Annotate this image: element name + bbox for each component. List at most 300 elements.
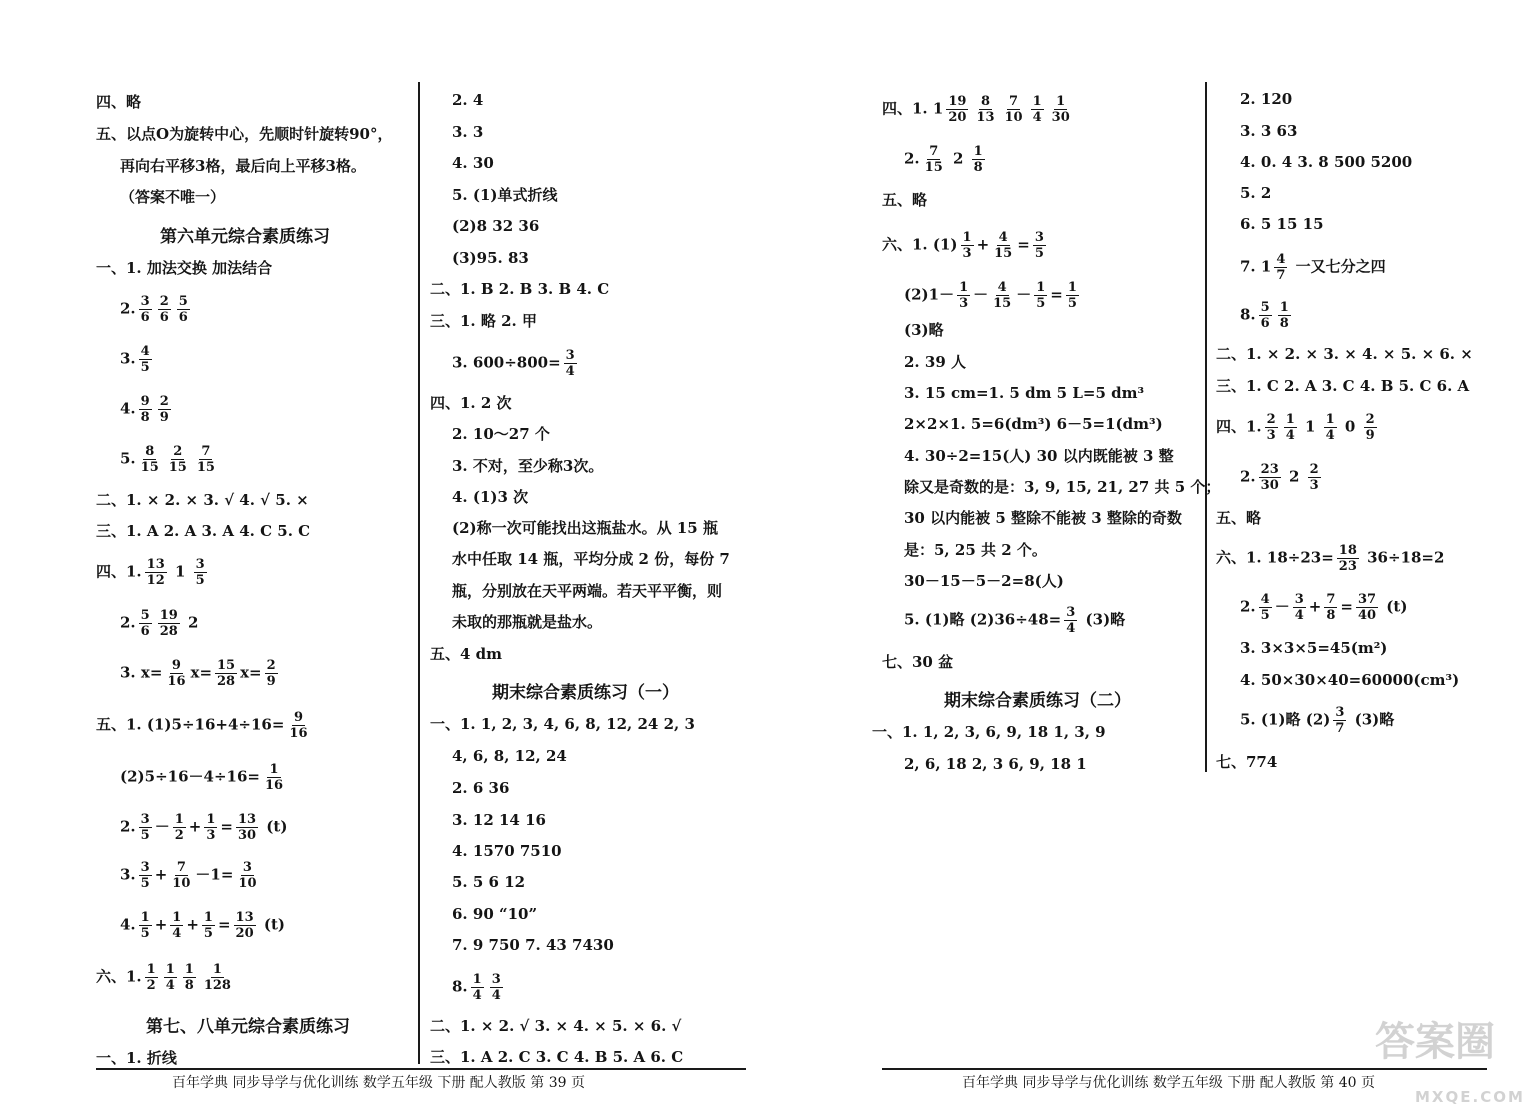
fraction-numerator: 5	[1260, 300, 1270, 315]
answer-line-with-fractions	[120, 910, 285, 941]
answer-line: 一、1. 1, 2, 3, 4, 6, 8, 12, 24 2, 3	[430, 715, 695, 733]
fraction	[1364, 412, 1377, 443]
fraction-numerator: 1	[206, 812, 216, 827]
answer-line: 三、1. A 2. A 3. A 4. C 5. C	[96, 522, 311, 540]
fraction-denominator: 3	[962, 246, 972, 261]
answer-line: 二、1. × 2. × 3. √ 4. √ 5. ×	[96, 491, 309, 509]
answer-text-segment: 3.	[120, 865, 136, 884]
fraction-numerator: 4	[998, 230, 1008, 245]
fraction-denominator: 3	[206, 828, 216, 843]
answer-text-segment: 5. (1)略 (2)36÷48=	[904, 610, 1062, 629]
fraction-numerator: 8	[145, 444, 155, 459]
fraction-numerator: 23	[1260, 462, 1279, 477]
fraction-denominator: 8	[1279, 316, 1289, 331]
answer-line: 二、1. × 2. × 3. × 4. × 5. × 6. ×	[1216, 345, 1473, 363]
answer-text-segment: 0	[1339, 417, 1361, 436]
fraction	[1259, 592, 1272, 623]
section-title: 第六单元综合素质练习	[160, 227, 330, 247]
section-title: 第七、八单元综合素质练习	[146, 1017, 350, 1037]
answer-text-segment: 2.	[1240, 467, 1256, 486]
answer-line: 3. 15 cm=1. 5 dm 5 L=5 dm³	[904, 384, 1145, 402]
fraction	[1259, 462, 1281, 493]
fraction-numerator: 7	[1326, 592, 1336, 607]
fraction-numerator: 3	[140, 812, 150, 827]
answer-line: 3. 3 63	[1240, 122, 1298, 140]
answer-line: 除又是奇数的是：3, 9, 15, 21, 27 共 5 个；	[904, 478, 1221, 496]
answer-text-segment: 2	[182, 613, 199, 632]
fraction-numerator: 2	[266, 658, 276, 673]
answer-line-with-fractions	[120, 344, 155, 375]
answer-text-segment: (2)5÷16－4÷16=	[120, 767, 260, 786]
answer-line: 五、略	[1216, 509, 1262, 527]
answer-text-segment: 2	[947, 149, 969, 168]
fraction-numerator: 1	[174, 812, 184, 827]
fraction-numerator: 7	[201, 444, 211, 459]
fraction-numerator: 4	[1260, 592, 1270, 607]
answer-line: 七、774	[1216, 753, 1278, 771]
fraction-denominator: 6	[178, 310, 188, 325]
fraction	[1284, 412, 1297, 443]
fraction-denominator: 16	[167, 674, 186, 689]
fraction-numerator: 2	[1365, 412, 1375, 427]
fraction-denominator: 15	[924, 160, 943, 175]
fraction-denominator: 2	[146, 978, 156, 993]
fraction-numerator: 1	[1032, 94, 1042, 109]
answer-text-segment: (3)略	[1080, 610, 1126, 629]
fraction	[1265, 412, 1278, 443]
answer-text-segment: +	[976, 235, 990, 254]
fraction-denominator: 3	[1309, 478, 1319, 493]
fraction	[1274, 252, 1287, 283]
answer-line: 3. 3	[452, 123, 484, 141]
section-title: 期末综合素质练习（二）	[944, 691, 1131, 711]
fraction	[1337, 543, 1359, 574]
answer-text-segment: 2	[1283, 467, 1305, 486]
answer-line: 2. 4	[452, 91, 484, 109]
answer-line: 未取的那瓶就是盐水。	[452, 613, 603, 631]
answer-line-with-fractions	[1240, 300, 1294, 331]
fraction-numerator: 2	[159, 394, 169, 409]
fraction-denominator: 9	[1365, 428, 1375, 443]
fraction-denominator: 5	[140, 828, 150, 843]
fraction-numerator: 13	[146, 557, 165, 572]
answer-line: 二、1. × 2. √ 3. × 4. × 5. × 6. √	[430, 1017, 682, 1035]
answer-line: 三、1. C 2. A 3. C 4. B 5. C 6. A	[1216, 377, 1470, 395]
fraction-numerator: 1	[472, 972, 482, 987]
answer-line: 七、30 盆	[882, 653, 954, 671]
fraction-numerator: 7	[1009, 94, 1019, 109]
answer-text-segment: 3. x=	[120, 663, 163, 682]
fraction-denominator: 15	[196, 460, 215, 475]
answer-text-segment: 六、1. 18÷23=	[1216, 548, 1334, 567]
answer-text-segment: +	[186, 915, 199, 934]
fraction-numerator: 1	[140, 910, 150, 925]
answer-text-segment: 四、1. 1	[882, 99, 944, 118]
fraction	[972, 144, 985, 175]
fraction-denominator: 5	[140, 360, 150, 375]
answer-line-with-fractions	[120, 860, 262, 891]
fraction-numerator: 1	[146, 962, 156, 977]
answer-line: 4. 1570 7510	[452, 842, 562, 860]
fraction	[564, 348, 577, 379]
fraction	[1033, 230, 1046, 261]
fraction-numerator: 1	[1285, 412, 1295, 427]
fraction-denominator: 28	[159, 624, 178, 639]
answer-line: 一、1. 1, 2, 3, 6, 9, 18 1, 3, 9	[872, 723, 1106, 741]
fraction	[1356, 592, 1378, 623]
answer-line: 4, 6, 8, 12, 24	[452, 747, 567, 765]
fraction	[490, 972, 503, 1003]
answer-line: 3. 3×3×5=45(m²)	[1240, 639, 1388, 657]
fraction-numerator: 1	[1279, 300, 1289, 315]
fraction-numerator: 1	[1325, 412, 1335, 427]
answer-text-segment: 2.	[1240, 597, 1256, 616]
fraction	[139, 394, 152, 425]
answer-line: (2)称一次可能找出这瓶盐水。从 15 瓶	[452, 519, 718, 537]
answer-line-with-fractions	[1240, 592, 1407, 623]
answer-line: 5. 5 6 12	[452, 873, 526, 891]
answer-text-segment: 3.	[120, 349, 136, 368]
answer-line: 5. (1)单式折线	[452, 186, 558, 204]
fraction	[158, 608, 180, 639]
watermark-logo: 答案圈	[1375, 1019, 1495, 1065]
fraction-numerator: 5	[178, 294, 188, 309]
fraction-denominator: 2	[174, 828, 184, 843]
answer-line: 是：5, 25 共 2 个。	[904, 541, 1047, 559]
fraction-denominator: 8	[973, 160, 983, 175]
fraction-numerator: 4	[140, 344, 150, 359]
answer-line: 瓶，分别放在天平两端。若天平平衡，则	[452, 582, 723, 600]
answer-text-segment: 一又七分之四	[1290, 257, 1386, 276]
fraction-denominator: 4	[165, 978, 175, 993]
answer-text-segment: +	[1308, 597, 1322, 616]
fraction-denominator: 6	[159, 310, 169, 325]
fraction	[957, 280, 970, 311]
fraction-denominator: 6	[1260, 316, 1270, 331]
fraction	[215, 658, 237, 689]
right-footer-rule	[882, 1068, 1487, 1070]
fraction-denominator: 28	[217, 674, 236, 689]
answer-text-segment: (2)1－	[904, 285, 955, 304]
fraction-numerator: 1	[269, 762, 279, 777]
fraction-numerator: 4	[1276, 252, 1286, 267]
fraction	[158, 394, 171, 425]
answer-line: 3. 不对，至少称3次。	[452, 457, 604, 475]
fraction	[946, 94, 968, 125]
answer-line: (3)略	[904, 321, 944, 339]
answer-text-segment: 1	[169, 562, 191, 581]
fraction	[139, 910, 152, 941]
answer-line: 2, 6, 18 2, 3 6, 9, 18 1	[904, 755, 1087, 773]
fraction-denominator: 4	[172, 926, 182, 941]
fraction-denominator: 6	[140, 624, 150, 639]
fraction-denominator: 8	[140, 410, 150, 425]
answer-line-with-fractions	[882, 94, 1075, 125]
answer-text-segment: 7. 1	[1240, 257, 1272, 276]
answer-line: 二、1. B 2. B 3. B 4. C	[430, 280, 610, 298]
fraction	[139, 860, 152, 891]
answer-text-segment: 四、1.	[1216, 417, 1262, 436]
fraction-denominator: 20	[948, 110, 967, 125]
fraction-numerator: 7	[929, 144, 939, 159]
fraction-numerator: 2	[1266, 412, 1276, 427]
fraction-denominator: 20	[235, 926, 254, 941]
fraction-denominator: 15	[994, 246, 1013, 261]
fraction-denominator: 8	[184, 978, 194, 993]
answer-line: 水中任取 14 瓶，平均分成 2 份，每份 7	[452, 550, 730, 568]
fraction-denominator: 30	[1051, 110, 1070, 125]
fraction-denominator: 9	[266, 674, 276, 689]
fraction-denominator: 5	[1067, 296, 1077, 311]
answer-text-segment: (t)	[1381, 597, 1408, 616]
fraction-numerator: 8	[980, 94, 990, 109]
fraction	[234, 910, 256, 941]
fraction	[1278, 300, 1291, 331]
fraction-denominator: 7	[1276, 268, 1286, 283]
answer-text-segment: =	[220, 817, 233, 836]
fraction-denominator: 8	[1326, 608, 1336, 623]
answer-text-segment: 2.	[120, 299, 136, 318]
fraction-denominator: 4	[1285, 428, 1295, 443]
fraction-numerator: 7	[176, 860, 186, 875]
fraction-denominator: 128	[203, 978, 231, 993]
answer-text-segment: 5.	[120, 449, 136, 468]
fraction	[1259, 300, 1272, 331]
answer-text-segment: 六、1. (1)	[882, 235, 958, 254]
answer-line-with-fractions	[452, 348, 580, 379]
answer-text-segment: =	[1050, 285, 1063, 304]
answer-text-segment: =	[1017, 235, 1030, 254]
fraction	[158, 294, 171, 325]
fraction-denominator: 13	[976, 110, 995, 125]
answer-line: 2. 120	[1240, 90, 1293, 108]
answer-line: 30－15－5－2=8(人)	[904, 572, 1064, 590]
fraction-denominator: 4	[472, 988, 482, 1003]
answer-line: (3)95. 83	[452, 249, 529, 267]
right-page-footer: 百年学典 同步导学与优化训练 数学五年级 下册 配人教版 第 40 页	[962, 1075, 1375, 1091]
fraction-numerator: 1	[962, 230, 972, 245]
fraction-numerator: 13	[235, 910, 254, 925]
fraction-denominator: 4	[565, 364, 575, 379]
fraction	[139, 444, 161, 475]
fraction-denominator: 6	[140, 310, 150, 325]
answer-text-segment: －	[1016, 285, 1032, 304]
fraction	[1064, 605, 1077, 636]
fraction	[167, 444, 189, 475]
fraction-numerator: 3	[242, 860, 252, 875]
fraction-numerator: 1	[959, 280, 969, 295]
fraction-denominator: 10	[238, 876, 257, 891]
answer-line: 四、1. 2 次	[430, 394, 512, 412]
fraction	[1324, 412, 1337, 443]
fraction-numerator: 9	[293, 710, 303, 725]
answer-line-with-fractions	[120, 608, 198, 639]
fraction	[1066, 280, 1079, 311]
answer-text-segment: 1	[1299, 417, 1321, 436]
fraction-numerator: 1	[1036, 280, 1046, 295]
fraction-numerator: 18	[1338, 543, 1357, 558]
answer-line: 5. 2	[1240, 184, 1272, 202]
answer-text-segment: 五、1. (1)5÷16+4÷16=	[96, 715, 285, 734]
answer-line-with-fractions	[120, 762, 288, 793]
answer-line: 五、4 dm	[430, 645, 503, 663]
fraction	[183, 962, 196, 993]
answer-line: 4. (1)3 次	[452, 488, 529, 506]
left-page-footer: 百年学典 同步导学与优化训练 数学五年级 下册 配人教版 第 39 页	[172, 1075, 585, 1091]
answer-line-with-fractions	[120, 812, 287, 843]
answer-text-segment: 36÷18=2	[1361, 548, 1445, 567]
answer-line-with-fractions	[1240, 705, 1394, 736]
fraction-numerator: 1	[212, 962, 222, 977]
fraction	[165, 658, 187, 689]
fraction-denominator: 4	[1066, 621, 1076, 636]
left-footer-rule	[96, 1068, 746, 1070]
fraction-denominator: 5	[140, 926, 150, 941]
fraction-numerator: 4	[997, 280, 1007, 295]
fraction-denominator: 10	[172, 876, 191, 891]
answer-line: 三、1. A 2. C 3. C 4. B 5. A 6. C	[430, 1048, 684, 1066]
fraction	[236, 812, 258, 843]
answer-line: 2. 6 36	[452, 779, 510, 797]
answer-line-with-fractions	[1216, 543, 1444, 574]
answer-text-segment: x=	[240, 663, 262, 682]
fraction-denominator: 16	[264, 778, 284, 793]
answer-line: 2×2×1. 5=6(dm³) 6－5=1(dm³)	[904, 415, 1163, 433]
answer-text-segment: =	[217, 915, 231, 934]
fraction-denominator: 30	[237, 828, 257, 843]
answer-line: 五、以点O为旋转中心，先顺时针旋转90°，	[96, 125, 393, 143]
fraction-numerator: 1	[172, 910, 182, 925]
fraction	[145, 962, 158, 993]
fraction-denominator: 4	[1325, 428, 1335, 443]
answer-text-segment: 六、1.	[96, 967, 142, 986]
answer-line-with-fractions	[904, 144, 988, 175]
watermark-site: MXQE.COM	[1415, 1088, 1525, 1106]
answer-text-segment: 4.	[120, 915, 136, 934]
fraction-numerator: 2	[1309, 462, 1319, 477]
answer-line-with-fractions	[120, 294, 193, 325]
answer-text-segment: x=	[190, 663, 213, 682]
fraction	[170, 910, 183, 941]
answer-line-with-fractions	[1216, 412, 1380, 443]
fraction-numerator: 9	[171, 658, 181, 673]
fraction	[265, 658, 278, 689]
fraction	[263, 762, 285, 793]
fraction-numerator: 13	[237, 812, 257, 827]
fraction-numerator: 37	[1357, 592, 1377, 607]
fraction	[1293, 592, 1306, 623]
answer-line-with-fractions	[452, 972, 506, 1003]
fraction-numerator: 1	[1067, 280, 1077, 295]
fraction-denominator: 9	[159, 410, 169, 425]
answer-line: 3. 12 14 16	[452, 811, 546, 829]
fraction	[173, 812, 186, 843]
fraction-numerator: 3	[195, 557, 205, 572]
answer-line: 一、1. 折线	[96, 1049, 177, 1067]
fraction-denominator: 12	[146, 573, 165, 588]
fraction-denominator: 15	[993, 296, 1012, 311]
fraction-numerator: 3	[1335, 705, 1345, 720]
answer-line-with-fractions	[904, 605, 1125, 636]
fraction-denominator: 30	[1260, 478, 1279, 493]
fraction	[204, 812, 217, 843]
answer-line: 再向右平移3格，最后向上平移3格。	[120, 157, 366, 175]
answer-text-segment: 8.	[452, 977, 468, 996]
answer-line-with-fractions	[120, 444, 220, 475]
answer-line: (2)8 32 36	[452, 217, 540, 235]
fraction	[961, 230, 974, 261]
fraction-denominator: 7	[1335, 721, 1345, 736]
fraction-numerator: 1	[165, 962, 175, 977]
fraction-numerator: 3	[140, 294, 150, 309]
answer-text-segment: －	[1274, 597, 1290, 616]
answer-line: （答案不唯一）	[120, 188, 226, 206]
fraction-denominator: 5	[140, 876, 150, 891]
fraction-numerator: 1	[973, 144, 983, 159]
fraction	[287, 710, 309, 741]
fraction	[471, 972, 484, 1003]
answer-line-with-fractions	[96, 962, 236, 993]
answer-text-segment: －	[154, 817, 170, 836]
fraction-numerator: 2	[173, 444, 183, 459]
fraction-numerator: 3	[140, 860, 150, 875]
fraction	[1333, 705, 1346, 736]
fraction-denominator: 3	[959, 296, 969, 311]
answer-line: 30 以内能被 5 整除不能被 3 整除的奇数	[904, 509, 1182, 527]
answer-line: 6. 90 “10”	[452, 905, 538, 923]
answer-line: 四、略	[96, 93, 142, 111]
fraction-denominator: 10	[1004, 110, 1023, 125]
fraction	[202, 962, 233, 993]
answer-line-with-fractions	[882, 230, 1049, 261]
fraction	[236, 860, 258, 891]
answer-text-segment: 4.	[120, 399, 136, 418]
fraction	[195, 444, 217, 475]
fraction-numerator: 1	[203, 910, 213, 925]
fraction-numerator: 3	[1034, 230, 1044, 245]
answer-text-segment: 3. 600÷800=	[452, 353, 561, 372]
answer-text-segment: 5. (1)略 (2)	[1240, 710, 1331, 729]
answer-line: 4. 50×30×40=60000(cm³)	[1240, 671, 1460, 689]
answer-line: 五、略	[882, 191, 928, 209]
fraction	[164, 962, 177, 993]
fraction-denominator: 15	[168, 460, 187, 475]
answer-text-segment: (t)	[258, 915, 285, 934]
fraction	[923, 144, 945, 175]
fraction-denominator: 3	[1266, 428, 1276, 443]
answer-line-with-fractions	[96, 710, 313, 741]
answer-line: 7. 9 750 7. 43 7430	[452, 936, 614, 954]
answer-text-segment: 2.	[120, 613, 136, 632]
fraction-numerator: 3	[491, 972, 501, 987]
answer-line: 4. 0. 4 3. 8 500 5200	[1240, 153, 1413, 171]
answer-line-with-fractions	[1240, 462, 1324, 493]
fraction-denominator: 4	[1294, 608, 1304, 623]
fraction	[177, 294, 190, 325]
fraction-numerator: 5	[140, 608, 150, 623]
left-column-divider	[418, 82, 420, 1064]
fraction-numerator: 9	[140, 394, 150, 409]
fraction-denominator: 15	[140, 460, 159, 475]
fraction-denominator: 4	[491, 988, 501, 1003]
answer-text-segment: 四、1.	[96, 562, 142, 581]
fraction	[1003, 94, 1025, 125]
answer-line: 三、1. 略 2. 甲	[430, 312, 537, 330]
fraction-numerator: 19	[948, 94, 967, 109]
answer-text-segment: +	[154, 865, 168, 884]
answer-line-with-fractions	[96, 557, 210, 588]
answer-line: 2. 10～27 个	[452, 425, 550, 443]
